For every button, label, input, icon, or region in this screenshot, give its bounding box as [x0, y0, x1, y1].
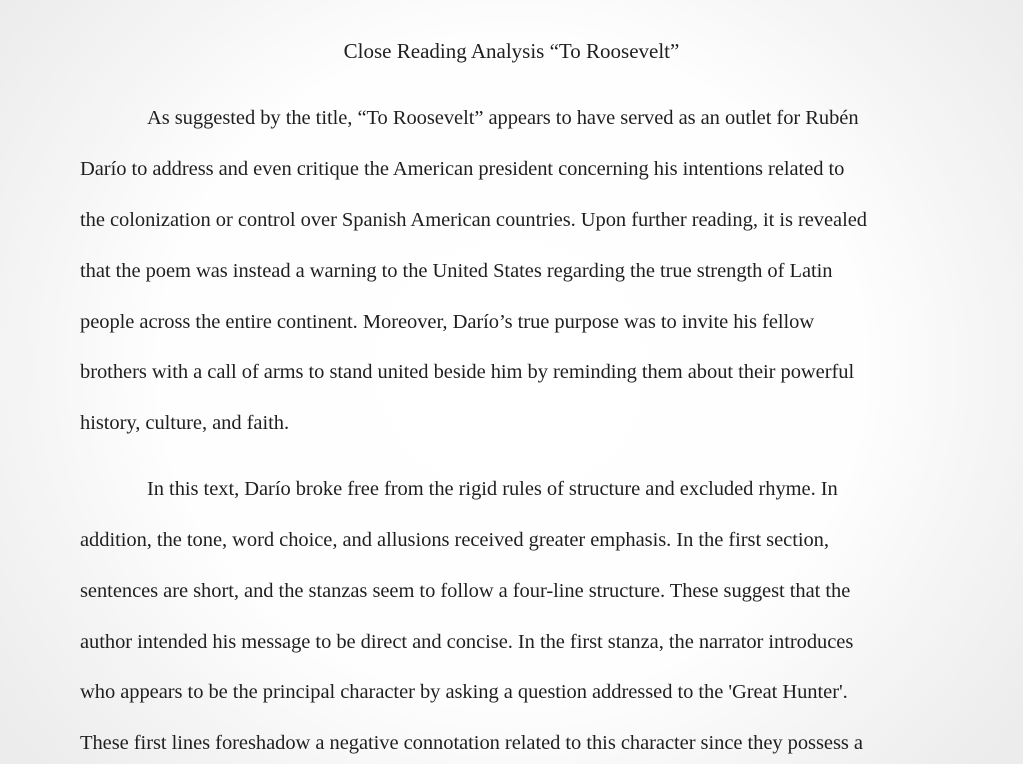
paragraph-line: addition, the tone, word choice, and allusions received greater emphasis. In the first section,: [80, 529, 829, 551]
paragraph-line: brothers with a call of arms to stand united beside him by reminding them about their powerful: [80, 361, 855, 383]
paragraph-line: As suggested by the title, “To Roosevelt” appears to have served as an outlet for Rubén: [147, 107, 859, 129]
paragraph-line: author intended his message to be direct and concise. In the first stanza, the narrator introduces: [80, 631, 854, 653]
paragraph-line: history, culture, and faith.: [80, 412, 290, 434]
paragraph-line: people across the entire continent. Moreover, Darío’s true purpose was to invite his fellow: [80, 311, 815, 333]
paragraph-line: In this text, Darío broke free from the rigid rules of structure and excluded rhyme. In: [147, 478, 838, 500]
paragraph-line: Darío to address and even critique the American president concerning his intentions related to: [80, 158, 845, 180]
document-title: Close Reading Analysis “To Roosevelt”: [343, 39, 680, 63]
paragraph-line: that the poem was instead a warning to the United States regarding the true strength of Latin: [80, 260, 833, 282]
paragraph-line: who appears to be the principal character by asking a question addressed to the 'Great Hunter'.: [80, 681, 848, 703]
paragraph-line: the colonization or control over Spanish American countries. Upon further reading, it is revealed: [80, 209, 868, 231]
paragraph-line: These first lines foreshadow a negative connotation related to this character since they possess a: [80, 732, 863, 754]
paragraph-line: sentences are short, and the stanzas seem to follow a four-line structure. These suggest that the: [80, 580, 851, 602]
